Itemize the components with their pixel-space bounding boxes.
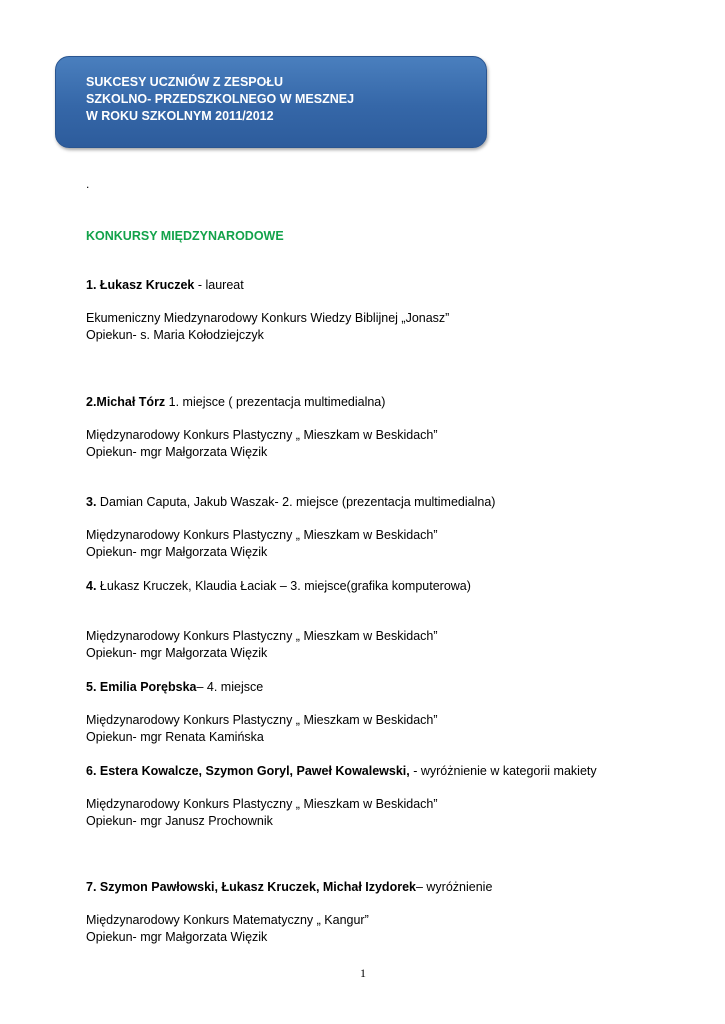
- stray-dot: .: [86, 177, 90, 191]
- entry-6-heading: [86, 763, 597, 780]
- title-line-3: W ROKU SZKOLNYM 2011/2012: [86, 109, 274, 123]
- title-line-1: SUKCESY UCZNIÓW Z ZESPOŁU: [86, 75, 284, 89]
- entry-5-result: – 4. miejsce: [196, 680, 264, 694]
- entry-7-result: – wyróżnienie: [415, 880, 493, 894]
- entry-2-tutor: Opiekun- mgr Małgorzata Więzik: [86, 445, 268, 459]
- title-line-2: SZKOLNO- PRZEDSZKOLNEGO W MESZNEJ: [86, 92, 355, 106]
- entry-3-number: 3.: [86, 495, 97, 509]
- entry-2-heading: [86, 394, 385, 411]
- entry-2-result: 1. miejsce ( prezentacja multimedialna): [165, 395, 386, 409]
- entry-4-heading: [86, 578, 471, 595]
- entry-6-result: - wyróżnienie w kategorii makiety: [409, 764, 597, 778]
- entry-6-tutor: Opiekun- mgr Janusz Prochownik: [86, 814, 273, 828]
- entry-1-name: 1. Łukasz Kruczek: [86, 278, 195, 292]
- entry-3-contest: Międzynarodowy Konkurs Plastyczny „ Mieszkam w Beskidach”: [86, 528, 438, 542]
- entry-7-name: 7. Szymon Pawłowski, Łukasz Kruczek, Michał Izydorek: [86, 880, 416, 894]
- entry-5-heading: [86, 679, 263, 696]
- entry-5-tutor: Opiekun- mgr Renata Kamińska: [86, 730, 264, 744]
- entry-4-tutor: Opiekun- mgr Małgorzata Więzik: [86, 646, 268, 660]
- entry-4-contest: Międzynarodowy Konkurs Plastyczny „ Mieszkam w Beskidach”: [86, 629, 438, 643]
- entry-2-name: 2.Michał Tórz: [86, 395, 166, 409]
- entry-1-tutor: Opiekun- s. Maria Kołodziejczyk: [86, 328, 264, 342]
- entry-6-name: 6. Estera Kowalcze, Szymon Goryl, Paweł Kowalewski,: [86, 764, 410, 778]
- entry-1-contest: Ekumeniczny Miedzynarodowy Konkurs Wiedzy Biblijnej „Jonasz”: [86, 311, 450, 325]
- section-heading: KONKURSY MIĘDZYNARODOWE: [86, 229, 284, 243]
- entry-2-contest: Międzynarodowy Konkurs Plastyczny „ Mieszkam w Beskidach”: [86, 428, 438, 442]
- entry-5-contest: Międzynarodowy Konkurs Plastyczny „ Mieszkam w Beskidach”: [86, 713, 438, 727]
- entry-7-contest: Międzynarodowy Konkurs Matematyczny „ Kangur”: [86, 913, 369, 927]
- page-title: [86, 74, 466, 125]
- entry-4-result: Łukasz Kruczek, Klaudia Łaciak – 3. miejsce(grafika komputerowa): [96, 579, 471, 593]
- entry-7-heading: [86, 879, 492, 896]
- entry-1-heading: [86, 277, 244, 294]
- entry-1-result: - laureat: [194, 278, 244, 292]
- entry-4-number: 4.: [86, 579, 97, 593]
- entry-3-tutor: Opiekun- mgr Małgorzata Więzik: [86, 545, 268, 559]
- entry-3-heading: [86, 494, 495, 511]
- entry-6-contest: Międzynarodowy Konkurs Plastyczny „ Mieszkam w Beskidach”: [86, 797, 438, 811]
- entry-5-name: 5. Emilia Porębska: [86, 680, 197, 694]
- entry-7-tutor: Opiekun- mgr Małgorzata Więzik: [86, 930, 268, 944]
- entry-3-result: Damian Caputa, Jakub Waszak- 2. miejsce (prezentacja multimedialna): [96, 495, 496, 509]
- page-number: 1: [360, 966, 366, 980]
